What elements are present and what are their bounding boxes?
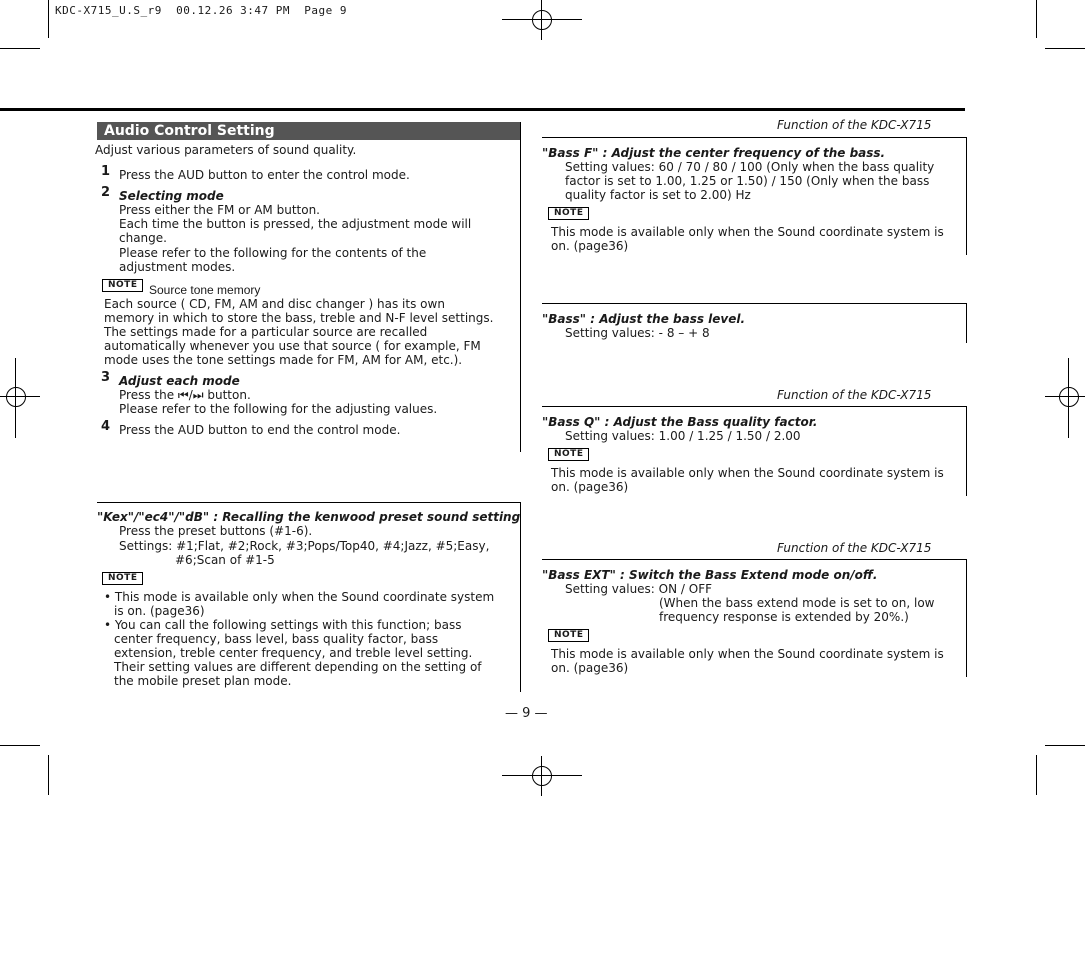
box-rule (542, 559, 967, 560)
kex-bullet: the mobile preset plan mode. (114, 674, 292, 688)
bassext-line: Setting values: ON / OFF (565, 582, 713, 596)
bassext-sub: (When the bass extend mode is set to on, low (659, 596, 935, 610)
step-line: Press either the FM or AM button. (119, 203, 320, 217)
kex-bullet: Their setting values are different depending on the setting of (114, 660, 482, 674)
step-number: 4 (101, 419, 111, 434)
note-line: This mode is available only when the Sound coordinate system is (551, 647, 944, 661)
bassq-line: Setting values: 1.00 / 1.25 / 1.50 / 2.00 (565, 429, 801, 443)
box-rule (966, 406, 967, 496)
box-rule (966, 137, 967, 255)
section-title: Audio Control Setting (97, 122, 520, 140)
registration-mark (522, 756, 562, 796)
note-label: NOTE (548, 448, 589, 461)
note-label: NOTE (548, 207, 589, 220)
registration-mark (522, 0, 562, 40)
kex-bullet: center frequency, bass level, bass quality factor, bass (114, 632, 439, 646)
crop-mark (1036, 0, 1037, 38)
box-rule (542, 303, 967, 304)
box-rule (966, 559, 967, 677)
step-line: adjustment modes. (119, 260, 236, 274)
print-slug: KDC-X715_U.S_r9 00.12.26 3:47 PM Page 9 (55, 4, 348, 17)
page-number: — 9 — (505, 706, 548, 721)
bassq-title: "Bass Q" : Adjust the Bass quality factor. (542, 415, 818, 429)
note-line: mode uses the tone settings made for FM, AM for AM, etc.). (104, 353, 463, 367)
bassf-line: factor is set to 1.00, 1.25 or 1.50) / 150 (Only when the bass (565, 174, 930, 188)
bass-title: "Bass" : Adjust the bass level. (542, 312, 746, 326)
crop-mark (48, 0, 49, 38)
note-line: Each source ( CD, FM, AM and disc changer ) has its own (104, 297, 445, 311)
registration-mark (0, 377, 40, 417)
kex-bullet: is on. (page36) (114, 604, 205, 618)
step-title: Adjust each mode (119, 374, 240, 388)
step-text: Press the AUD button to enter the control mode. (119, 168, 410, 182)
note-line: This mode is available only when the Sound coordinate system is (551, 466, 944, 480)
bassf-title: "Bass F" : Adjust the center frequency of the bass. (542, 146, 886, 160)
registration-line (502, 19, 582, 20)
bassf-line: quality factor is set to 2.00) Hz (565, 188, 751, 202)
step-line: change. (119, 231, 167, 245)
kex-bullet: • You can call the following settings with this function; bass (104, 618, 462, 632)
top-rule (0, 108, 965, 111)
bassext-title: "Bass EXT" : Switch the Bass Extend mode on/off. (542, 568, 878, 582)
note-title: Source tone memory (149, 283, 261, 297)
step-title: Selecting mode (119, 189, 224, 203)
function-label: Function of the KDC-X715 (777, 541, 932, 555)
kex-bullet: • This mode is available only when the Sound coordinate system (104, 590, 495, 604)
intro-text: Adjust various parameters of sound quality. (95, 143, 357, 157)
note-line: memory in which to store the bass, treble and N-F level settings. (104, 311, 494, 325)
registration-mark (1045, 377, 1085, 417)
column-rule (520, 502, 521, 692)
note-line: The settings made for a particular source are recalled (104, 325, 428, 339)
step-number: 3 (101, 370, 111, 385)
note-line: on. (page36) (551, 239, 629, 253)
step-line: Press the ⏮/⏭ button. (119, 388, 251, 402)
step-number: 2 (101, 185, 111, 200)
bass-line: Setting values: - 8 – + 8 (565, 326, 710, 340)
function-label: Function of the KDC-X715 (777, 388, 932, 402)
kex-title: "Kex"/"ec4"/"dB" : Recalling the kenwood preset sound setting (97, 510, 521, 524)
note-label: NOTE (548, 629, 589, 642)
function-label: Function of the KDC-X715 (777, 118, 932, 132)
registration-line (502, 775, 582, 776)
crop-mark (1045, 745, 1085, 746)
step-line: Please refer to the following for the contents of the (119, 246, 427, 260)
crop-mark (0, 48, 40, 49)
kex-line: Press the preset buttons (#1-6). (119, 524, 313, 538)
kex-line: #6;Scan of #1-5 (175, 553, 275, 567)
kex-bullet: extension, treble center frequency, and treble level setting. (114, 646, 473, 660)
crop-mark (48, 755, 49, 795)
note-line: on. (page36) (551, 480, 629, 494)
box-rule (542, 137, 967, 138)
note-line: This mode is available only when the Sound coordinate system is (551, 225, 944, 239)
note-line: on. (page36) (551, 661, 629, 675)
crop-mark (1036, 755, 1037, 795)
step-line: Please refer to the following for the adjusting values. (119, 402, 438, 416)
crop-mark (1045, 48, 1085, 49)
note-label: NOTE (102, 279, 143, 292)
note-line: automatically whenever you use that source ( for example, FM (104, 339, 481, 353)
box-rule (97, 502, 521, 503)
box-rule (966, 303, 967, 343)
column-rule (520, 122, 521, 452)
crop-mark (0, 745, 40, 746)
kex-line: Settings: #1;Flat, #2;Rock, #3;Pops/Top40, #4;Jazz, #5;Easy, (119, 539, 490, 553)
note-label: NOTE (102, 572, 143, 585)
bassext-sub: frequency response is extended by 20%.) (659, 610, 909, 624)
step-text: Press the AUD button to end the control mode. (119, 423, 401, 437)
step-number: 1 (101, 164, 111, 179)
bassf-line: Setting values: 60 / 70 / 80 / 100 (Only when the bass quality (565, 160, 935, 174)
box-rule (542, 406, 967, 407)
step-line: Each time the button is pressed, the adjustment mode will (119, 217, 472, 231)
